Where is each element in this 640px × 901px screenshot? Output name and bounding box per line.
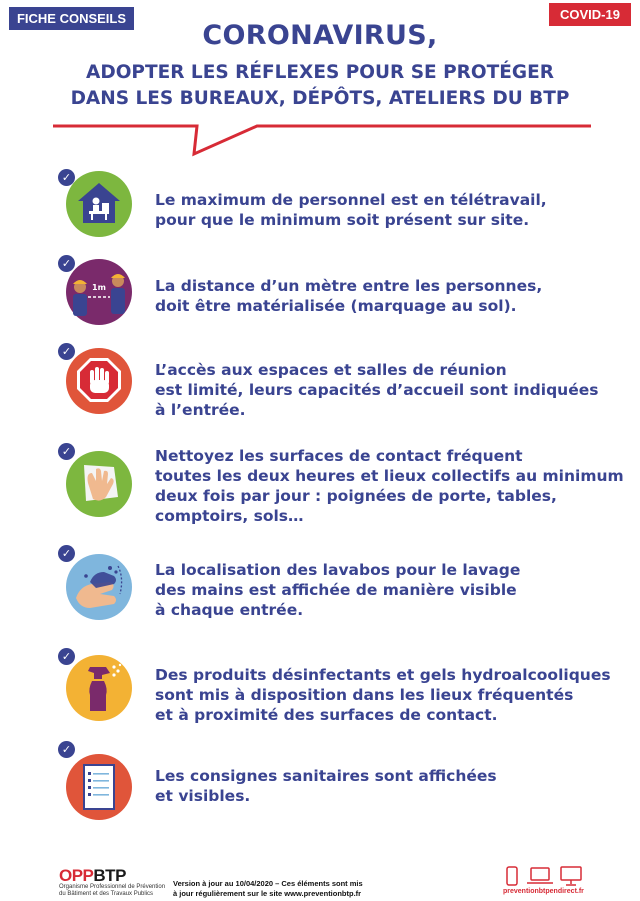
check-icon: ✓ xyxy=(58,169,75,186)
page-subtitle-line1: ADOPTER LES RÉFLEXES POUR SE PROTÉGER xyxy=(86,62,554,83)
version-note: Version à jour au 10/04/2020 – Ces éléments sont mis à jour régulièrement sur le site www.preventionbtp.fr xyxy=(173,879,363,898)
svg-text:1m: 1m xyxy=(92,283,106,292)
telework-house-icon xyxy=(66,171,132,237)
advice-text: La distance d’un mètre entre les personnes, doit être matérialisée (marquage au sol). xyxy=(155,277,543,315)
page-subtitle-line2: DANS LES BUREAUX, DÉPÔTS, ATELIERS DU BTP xyxy=(70,88,570,109)
advice-text: Les consignes sanitaires sont affichées et visibles. xyxy=(155,767,497,805)
check-icon: ✓ xyxy=(58,741,75,758)
covid-19-tag: COVID-19 xyxy=(549,3,631,26)
oppbtp-logo: OPPBTP xyxy=(59,866,126,885)
wipe-hand-icon xyxy=(66,451,132,517)
advice-text: L’accès aux espaces et salles de réunion est limité, leurs capacités d’accueil sont indiquées à l’entrée. xyxy=(155,361,599,419)
advice-item-distance xyxy=(0,254,640,344)
organization-name: Organisme Professionnel de Prévention du Bâtiment et des Travaux Publics xyxy=(59,884,166,897)
fiche-conseils-tag: FICHE CONSEILS xyxy=(9,7,134,30)
spray-bottle-icon xyxy=(66,655,132,721)
check-icon: ✓ xyxy=(58,343,75,360)
hand-washing-icon xyxy=(66,554,132,620)
advice-item-telework xyxy=(0,168,640,258)
advice-item-instructions xyxy=(0,740,640,830)
check-icon: ✓ xyxy=(58,443,75,460)
site-link[interactable]: preventionbtpendirect.fr xyxy=(503,888,584,895)
document-list-icon xyxy=(66,754,132,820)
advice-text: Des produits désinfectants et gels hydroalcooliques sont mis à disposition dans les lieux fréquentés et à proximité des surfaces de contact. xyxy=(155,666,611,724)
advice-text: Nettoyez les surfaces de contact fréquent toutes les deux heures et lieux collectifs au minimum deux fois par jour : poignées de porte, tables, comptoirs, sols… xyxy=(155,447,624,525)
speech-bubble-underline xyxy=(0,0,640,170)
advice-item-disinfectants xyxy=(0,647,640,737)
stop-hand-icon xyxy=(66,348,132,414)
advice-item-meeting-rooms xyxy=(0,340,640,430)
page-title: CORONAVIRUS, xyxy=(202,20,438,51)
check-icon: ✓ xyxy=(58,255,75,272)
check-icon: ✓ xyxy=(58,545,75,562)
devices-icon xyxy=(505,866,585,888)
advice-item-hand-washing xyxy=(0,544,640,634)
advice-item-cleaning xyxy=(0,441,640,531)
workers-distance-icon xyxy=(66,259,132,325)
advice-text: La localisation des lavabos pour le lavage des mains est affichée de manière visible à chaque entrée. xyxy=(155,561,521,619)
check-icon: ✓ xyxy=(58,648,75,665)
advice-text: Le maximum de personnel est en télétravail, pour que le minimum soit présent sur site. xyxy=(155,191,547,229)
